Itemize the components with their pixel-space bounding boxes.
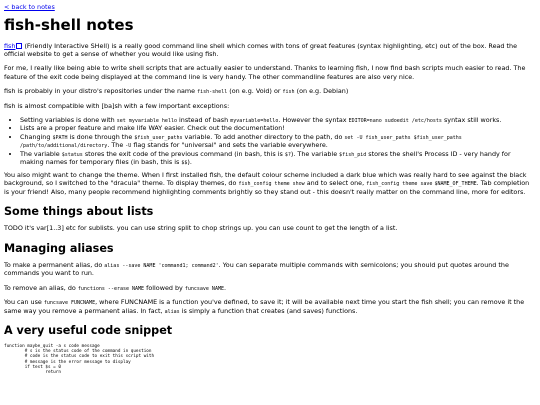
alias-save-paragraph: To make a permanent alias, do alias --save NAME 'command1; command2'. You can separate multiple commands with semicolons; you should put quotes around the commands you want to run.	[4, 260, 509, 278]
compat-paragraph: fish is almost compatible with [ba]sh with a few important exceptions:	[4, 101, 230, 110]
todo-paragraph: TODO it's var[1..3] etc for sublists. you can use string split to chop strings up. you can use count to get the length of a list.	[4, 224, 398, 233]
fish-link[interactable]: fish	[4, 41, 16, 50]
funcsave-paragraph: You can use funcsave FUNCNAME, where FUNCNAME is a function you've defined, to save it; it will be available next time you start the fish shell; you can remove it the same way you remove a permanent alias. In fact, alias is simply a function that creates (and saves) functions.	[4, 298, 525, 315]
back-to-notes-link[interactable]: < back to notes	[4, 3, 55, 11]
alias-remove-paragraph: To remove an alias, do functions --erase NAME followed by funcsave NAME.	[4, 283, 227, 292]
code-snippet: function maybe_quit -a s code message # s is the status code of the command in question # code is the status code to exit this script with # message is the error message to display if test $s = 0 return	[4, 343, 155, 376]
section-heading-snippet: A very useful code snippet	[4, 324, 173, 338]
list-item: • Changing $PATH is done through the $fish_user_paths variable. To add another directory to the path, do set -U fish_user_paths $fish_user_paths /path/to/additional/directory. The -U flag stands for "universal" and sets the variable everywhere.	[20, 133, 536, 150]
repo-paragraph: fish is probably in your distro's repositories under the name fish-shell (on e.g. Void) or fish (on e.g. Debian)	[4, 87, 349, 96]
list-item: • Setting variables is done with set myvariable hello instead of bash myvariable=hello. However the syntax EDITOR=nano sudoedit /etc/hosts syntax still works.	[20, 116, 536, 125]
section-heading-aliases: Managing aliases	[4, 241, 114, 255]
exceptions-list	[4, 116, 536, 167]
external-link-icon	[16, 43, 22, 49]
scripts-paragraph: For me, I really like being able to write shell scripts that are actually easier to understand. Thanks to learning fish, I now find bash scripts much easier to read. The feature of the exit code being displayed at the command line is very handy. The other commandline features are also very nice.	[4, 64, 526, 81]
intro-paragraph: fish (Friendly Interactive SHell) is a really good command line shell which comes with tons of great features (syntax highlighting, etc) out of the box. Read the official website to get a sense of whether you would like using fish.	[4, 41, 517, 59]
section-heading-lists: Some things about lists	[4, 204, 154, 218]
theme-paragraph: You also might want to change the theme. When I first installed fish, the default colour scheme included a dark blue which was really hard to see against the black background, so I switched to the "dracula" theme. To display themes, do fish_config theme show and to select one, fish_config theme save $NAME_OF_THEME. Tab completion is your friend! Also, many people recommend highlighting comments brightly so they stand out - this doesn't really matter on the command line, more for editors.	[4, 170, 530, 196]
list-item: • The variable $status stores the exit code of the previous command (in bash, this is $?). The variable $fish_pid stores the shell's Process ID - very handy for making names for temporary files (in bash, this is $$).	[20, 150, 536, 167]
page-title: fish-shell notes	[4, 16, 134, 35]
list-item: • Lists are a proper feature and make life WAY easier. Check out the documentation!	[20, 124, 536, 132]
